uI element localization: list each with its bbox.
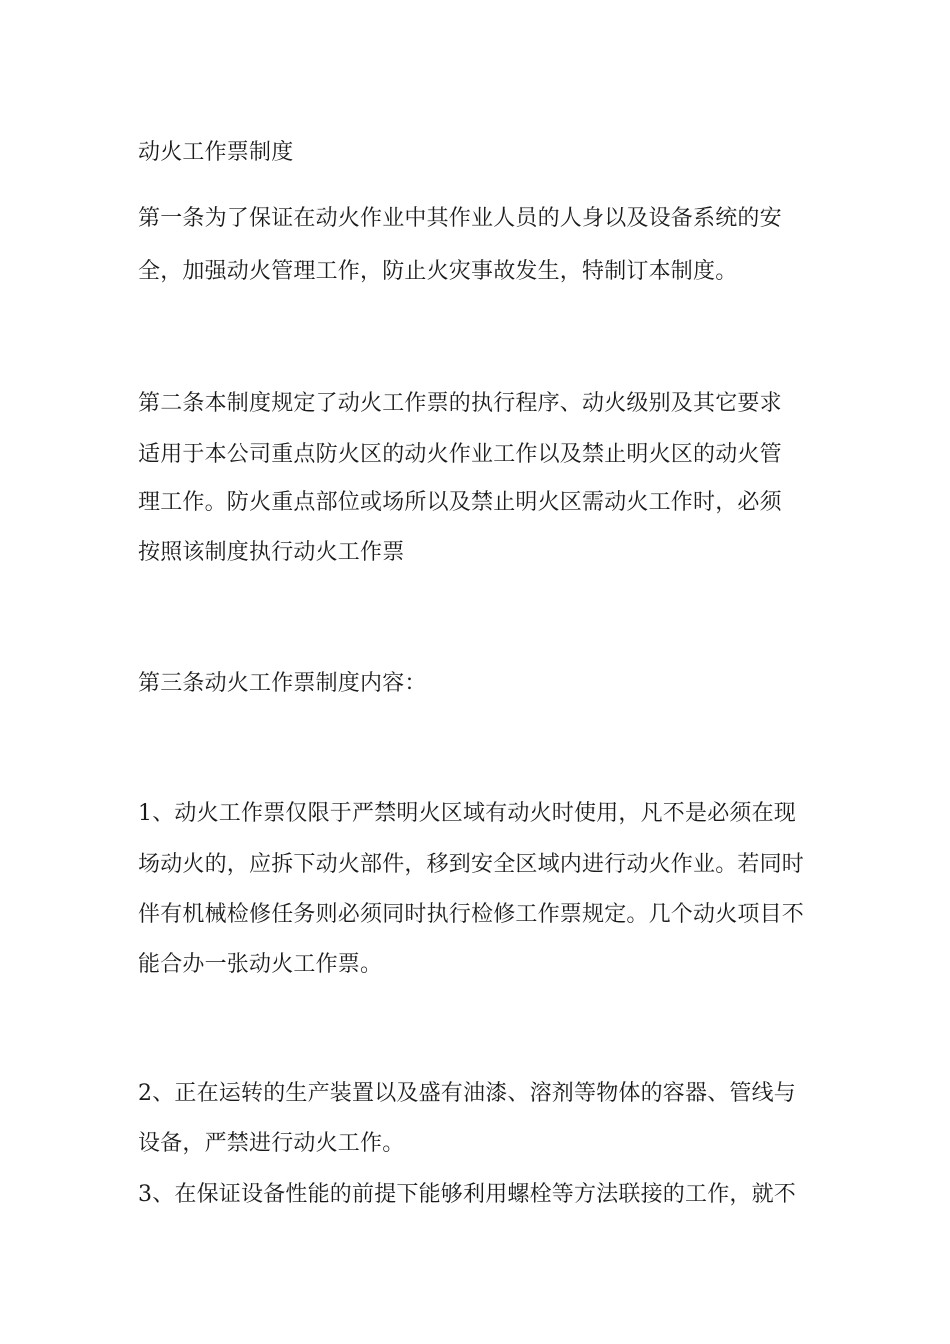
article1-line: 全，加强动火管理工作，防止火灾事故发生，特制订本制度。 [138,259,738,284]
document-title: 动火工作票制度 [138,140,294,165]
item1-line: 伴有机械检修任务则必须同时执行检修工作票规定。几个动火项目不 [138,902,805,927]
article2-line: 按照该制度执行动火工作票 [138,540,405,565]
item1-line: 场动火的，应拆下动火部件，移到安全区域内进行动火作业。若同时 [138,852,805,877]
article2-line: 适用于本公司重点防火区的动火作业工作以及禁止明火区的动火管 [138,442,782,467]
article2-line: 第二条本制度规定了动火工作票的执行程序、动火级别及其它要求 [138,391,782,416]
article2-line: 理工作。防火重点部位或场所以及禁止明火区需动火工作时，必须 [138,490,782,515]
item1-line: 1、动火工作票仅限于严禁明火区域有动火时使用，凡不是必须在现 [138,801,796,826]
article1-line: 第一条为了保证在动火作业中其作业人员的人身以及设备系统的安 [138,206,782,231]
item2-line: 设备，严禁进行动火工作。 [138,1131,405,1156]
item2-line: 2、正在运转的生产装置以及盛有油漆、溶剂等物体的容器、管线与 [138,1081,796,1106]
item1-line: 能合办一张动火工作票。 [138,952,383,977]
article3-heading: 第三条动火工作票制度内容： [138,671,427,696]
item3-line: 3、在保证设备性能的前提下能够利用螺栓等方法联接的工作，就不 [138,1182,796,1207]
